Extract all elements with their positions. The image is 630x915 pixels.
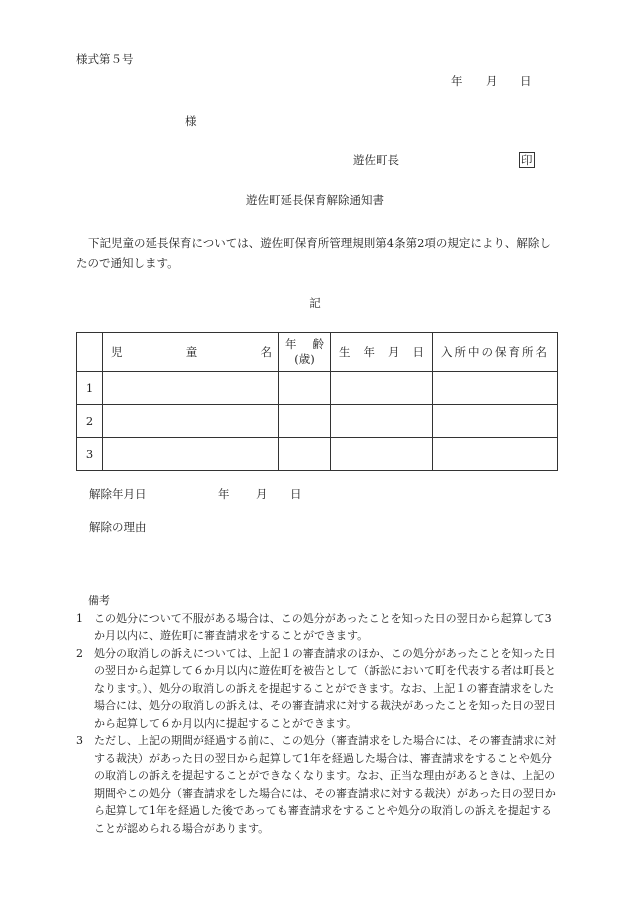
birthdate-cell[interactable] <box>331 372 433 405</box>
remark-item <box>76 732 556 837</box>
document-title: 遊佐町延長保育解除通知書 <box>246 193 384 207</box>
release-reason-label: 解除の理由 <box>89 520 147 534</box>
age-cell[interactable] <box>279 438 331 471</box>
header-age-unit: (歳) <box>294 352 315 366</box>
header-age-char: 年 <box>285 337 297 351</box>
form-number: 様式第５号 <box>76 52 134 66</box>
header-no-cell <box>77 333 103 372</box>
ki-label: 記 <box>309 296 321 310</box>
row-number: 3 <box>77 438 103 471</box>
birthdate-cell[interactable] <box>331 405 433 438</box>
child-name-cell[interactable] <box>103 405 279 438</box>
seal-text: 印 <box>521 153 533 167</box>
table-row <box>77 438 558 471</box>
seal-mark <box>519 152 535 168</box>
table-row <box>77 405 558 438</box>
remark-item <box>76 645 556 733</box>
remark-item <box>76 610 556 645</box>
header-birthdate <box>331 333 433 372</box>
header-birthdate-char: 月 <box>388 345 400 359</box>
release-date-month: 月 <box>256 487 268 501</box>
header-birthdate-char: 年 <box>363 345 375 359</box>
row-number: 2 <box>77 405 103 438</box>
date-year: 年 <box>451 74 463 88</box>
header-age <box>279 333 331 372</box>
addressee-suffix: 様 <box>185 114 197 128</box>
issuer: 遊佐町長 <box>353 153 399 167</box>
header-child-name-char: 名 <box>260 345 272 359</box>
remark-number: 2 <box>76 646 83 660</box>
date-day: 日 <box>520 74 532 88</box>
remark-text: ただし、上記の期間が経過する前に、この処分（審査請求をした場合には、その審査請求に対する裁決）があった日の翌日から起算して1年を経過した場合は、審査請求をすることや処分の取消しの訴えを提起することができなくなります。なお、正当な理由があるときは、上記の期間やこの処分（審査請求をした場合には、その審査請求に対する裁決）があった日の翌日から起算して1年を経過した後であっても審査請求をすることや処分の取消しの訴えを提起することが認められる場合があります。 <box>94 734 556 835</box>
remarks-title: 備考 <box>88 594 110 607</box>
release-date-label: 解除年月日 <box>89 487 147 501</box>
children-table <box>76 332 558 471</box>
remark-number: 3 <box>76 734 83 747</box>
child-name-cell[interactable] <box>103 438 279 471</box>
header-child-name <box>103 333 279 372</box>
remark-text: 処分の取消しの訴えについては、上記１の審査請求のほか、この処分があったことを知った日の翌日から起算して６か月以内に遊佐町を被告として（訴訟において町を代表する者は町長となります。）、処分の取消しの訴えを提起することができます。なお、上記１の審査請求をした場合には、処分の取消しの訴えは、その審査請求に対する裁決があったことを知った日の翌日から起算して６か月以内に提起することができます。 <box>94 646 556 730</box>
table-header-row <box>77 333 558 372</box>
header-child-name-char: 童 <box>185 345 198 359</box>
header-birthdate-char: 日 <box>412 345 424 359</box>
nursery-cell[interactable] <box>433 405 558 438</box>
body-text: 下記児童の延長保育については、遊佐町保育所管理規則第4条第2項の規定により、解除したので通知します。 <box>76 236 551 270</box>
header-child-name-char: 児 <box>111 345 123 359</box>
remarks-section <box>76 592 556 837</box>
table-row <box>77 372 558 405</box>
remark-number: 1 <box>76 611 83 625</box>
header-birthdate-char: 生 <box>339 345 351 359</box>
nursery-cell[interactable] <box>433 372 558 405</box>
header-age-char: 齢 <box>312 337 324 351</box>
birthdate-cell[interactable] <box>331 438 433 471</box>
nursery-cell[interactable] <box>433 438 558 471</box>
release-date-year: 年 <box>218 487 230 501</box>
release-date-day: 日 <box>290 487 302 501</box>
age-cell[interactable] <box>279 372 331 405</box>
remark-text: この処分について不服がある場合は、この処分があったことを知った日の翌日から起算して3か月以内に、遊佐町に審査請求をすることができます。 <box>94 611 552 642</box>
child-name-cell[interactable] <box>103 372 279 405</box>
date-month: 月 <box>486 74 498 88</box>
row-number: 1 <box>77 372 103 405</box>
header-nursery: 入所中の保育所名 <box>433 333 558 372</box>
age-cell[interactable] <box>279 405 331 438</box>
